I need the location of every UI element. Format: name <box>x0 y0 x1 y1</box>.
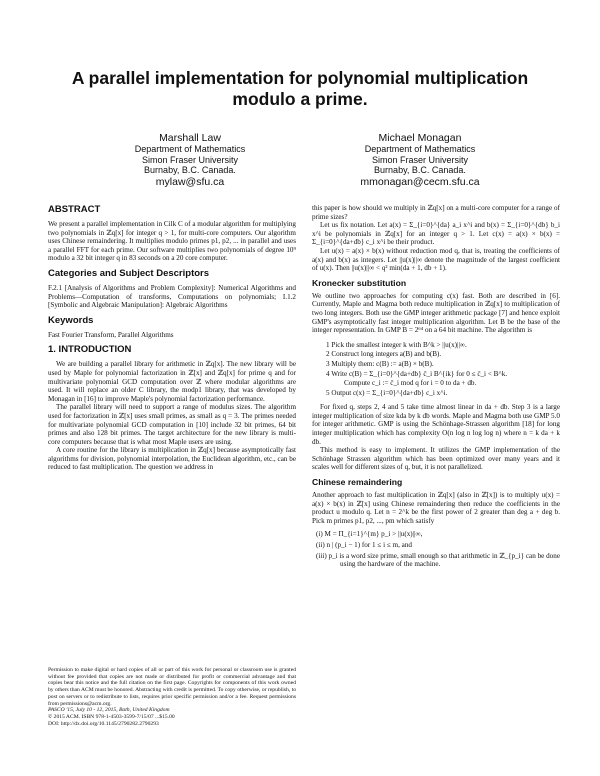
algorithm-step: 2 Construct long integers a(B) and b(B). <box>326 350 442 359</box>
author-name: Michael Monagan <box>378 132 462 144</box>
author-email: mylaw@sfu.ca <box>155 175 225 188</box>
paper-title <box>40 68 560 110</box>
intro-paragraph-1: We are building a parallel library for arithmetic in ℤq[x]. The new library will be used by Maple for polynomial factorization in ℤ[x] and ℤq[x] for prime q and for multivariate polynomial GCD computation over ℤ where modular algorithms are used. It will replace an older C library, the modp1 library, that was developed by Monagan in [16] to improve Maple's polynomial factorization performance. <box>48 360 296 403</box>
introduction-heading: 1. INTRODUCTION <box>48 344 132 356</box>
prime-conditions <box>316 530 560 568</box>
crt-paragraph: Another approach to fast multiplication in ℤq[x] (also in ℤ[x]) is to multiply u(x) = a(x) × b(x) in ℤ[x] using Chinese remaindering then reduce the coefficients in the product u modulo q. Let n = 2^k be the first power of 2 greater than deg a + deg b. Pick m primes p1, p2, ..., pm which satisfy <box>312 491 560 525</box>
right-column <box>312 204 560 571</box>
title-line-2: modulo a prime. <box>232 89 368 109</box>
title-line-1: A parallel implementation for polynomial multiplication <box>71 68 529 88</box>
keywords-text: Fast Fourier Transform, Parallel Algorithms <box>48 330 174 339</box>
algorithm-step: 5 Output c(x) = Σ_{i=0}^{da+db} c_i x^i. <box>326 388 448 397</box>
crt-heading: Chinese remaindering <box>312 477 403 488</box>
algorithm-steps <box>326 341 560 398</box>
categories-text: F.2.1 [Analysis of Algorithms and Problem Complexity]: Numerical Algorithms and Problems—Computation of transforms, Computations on polynomials; I.1.2 [Symbolic and Algebraic Manipulation]: Algebraic Algorithms <box>48 283 296 310</box>
right-paragraph-1: this paper is how should we multiply in ℤq[x] on a multi-core computer for a range of prime sizes? <box>312 204 560 221</box>
algorithm-step: 1 Pick the smallest integer k with B^k > ||u(x)||∞. <box>326 340 467 349</box>
categories-heading: Categories and Subject Descriptors <box>48 267 210 279</box>
author-name: Marshall Law <box>159 132 221 144</box>
bound-paragraph: Let u(x) = a(x) × b(x) without reduction mod q, that is, treating the coefficients of a(x) and b(x) as integers. Let ||u(x)||∞ denote the magnitude of the largest coefficient of u(x). Then ||u(x)||∞ < q² min(da + 1, db + 1). <box>312 246 560 273</box>
intro-paragraph-2: The parallel library will need to support a range of modulus sizes. The algorithm used for factorization in ℤ[x] uses small primes, as small as q = 3. The primes needed for multivariate polynomial GCD computation in [10] include 32 bit primes, 64 bit primes and also 128 bit primes. The target architecture for the new library is multi-core computers because that is what most Maple users are using. <box>48 403 296 446</box>
left-column <box>48 204 296 472</box>
footnote-copyright: © 2015 ACM. ISBN 978-1-4503-3599-7/15/07 ...$15.00 <box>48 713 175 720</box>
footnote-permission: Permission to make digital or hard copies of all or part of this work for personal or classroom use is granted without fee provided that copies are not made or distributed for profit or commercial advantage and that copies bear this notice and the full citation on the first page. Copyrights for components of this work owned by others than ACM must be honored. Abstracting with credit is permitted. To copy otherwise, or republish, to post on servers or to redistribute to lists, requires prior specific permission and/or a fee. Request permissions from permissions@acm.org. <box>48 667 296 707</box>
abstract-heading: ABSTRACT <box>48 204 101 215</box>
abstract-text: We present a parallel implementation in Cilk C of a modular algorithm for multiplying two polynomials in ℤq[x] for integer q > 1, for multi-core computers. Our algorithm uses Chinese remaindering. It multiplies modulo primes p1, p2, ... in parallel and uses a parallel FFT for each prime. Our software multiplies two polynomials of degree 10⁹ modulo a 32 bit integer q in 83 seconds on a 20 core computer. <box>48 220 296 263</box>
author-city: Burnaby, B.C. Canada. <box>374 165 466 175</box>
author-block-1 <box>90 132 290 188</box>
condition-item: (i) M = Π_{i=1}^{m} p_i > ||u(x)||∞, <box>316 530 423 539</box>
author-dept: Department of Mathematics <box>364 144 476 154</box>
kronecker-heading: Kronecker substitution <box>312 277 407 288</box>
permission-footnote <box>48 667 296 727</box>
author-univ: Simon Fraser University <box>141 154 239 165</box>
kronecker-paragraph-1: We outline two approaches for computing c(x) fast. Both are described in [6]. Currently, Maple and Magma both reduce multiplication in ℤq[x] to multiplication of two long integers. Both use the GMP integer arithmetic package [7] and hence exploit GMP's asymptotically fast integer multiplication algorithm. Let B be the base of the integer representation. In GMP B = 2⁶⁴ on a 64 bit machine. The algorithm is <box>312 291 560 335</box>
footnote-doi[interactable]: DOI: http://dx.doi.org/10.1145/2790282.2790293 <box>48 720 159 727</box>
author-city: Burnaby, B.C. Canada. <box>144 165 236 175</box>
author-univ: Simon Fraser University <box>371 154 469 165</box>
condition-item: (iii) p_i is a word size prime, small enough so that arithmetic in ℤ_{p_i} can be done using the hardware of the machine. <box>316 551 560 569</box>
author-block-2 <box>320 132 520 188</box>
algorithm-step: 4 Write c(B) = Σ_{i=0}^{da+db} c̄_i B^{ik} for 0 ≤ c̄_i < B^k. <box>326 369 508 378</box>
footnote-conference: PASCO '15, July 10 - 12, 2015, Bath, United Kingdom <box>48 707 170 714</box>
condition-item: (ii) n | (p_i − 1) for 1 ≤ i ≤ m, and <box>316 541 412 549</box>
algorithm-step: Compute c_i := c̄_i mod q for i = 0 to da + db. <box>344 379 477 388</box>
kronecker-paragraph-2: For fixed q, steps 2, 4 and 5 take time almost linear in da + db. Step 3 is a large integer multiplication of size kda by k db words. Maple and Magma both use GMP 5.0 for integer arithmetic. GMP is using the Schönhage-Strassen algorithm [18] for long integer multiplication which has complexity O(n log n log log n) where n = k da + k db. <box>312 403 560 446</box>
keywords-heading: Keywords <box>48 314 94 326</box>
author-dept: Department of Mathematics <box>134 144 246 154</box>
author-email: mmonagan@cecm.sfu.ca <box>360 175 480 188</box>
intro-paragraph-3: A core routine for the library is multiplication in ℤq[x] because asymptotically fast algorithms for division, polynomial interpolation, the Euclidean algorithm, etc., can be reduced to fast multiplication. The question we address in <box>48 446 296 472</box>
kronecker-paragraph-3: This method is easy to implement. It utilizes the GMP implementation of the Schönhage Strassen algorithm which has been optimized over many years and it scales well for different sizes of q, but, it is not parallelized. <box>312 446 560 472</box>
notation-paragraph: Let us fix notation. Let a(x) = Σ_{i=0}^{da} a_i x^i and b(x) = Σ_{i=0}^{db} b_i x^i be polynomials in ℤq[x] for an integer q > 1. Let c(x) = a(x) × b(x) = Σ_{i=0}^{da+db} c_i x^i be their product. <box>312 221 560 247</box>
algorithm-step: 3 Multiply them: c(B) := a(B) × b(B). <box>326 359 434 368</box>
